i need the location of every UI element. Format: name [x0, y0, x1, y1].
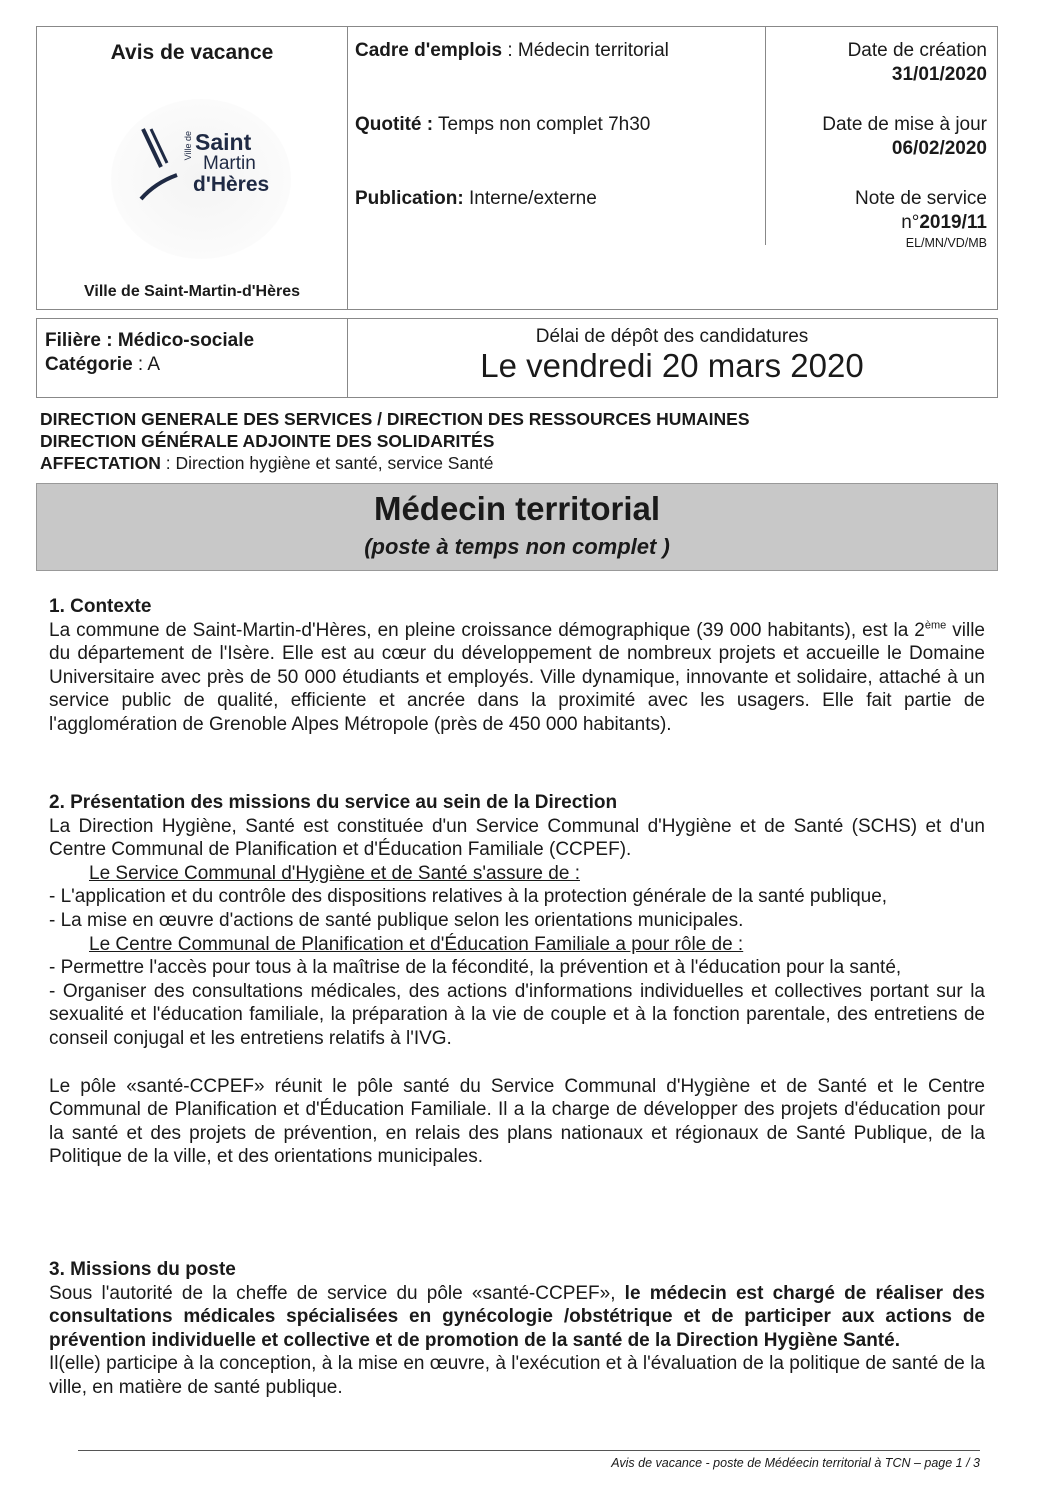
section-2-title: 2. Présentation des missions du service au sein de la Direction — [49, 792, 618, 813]
affectation-value: : Direction hygiène et santé, service Santé — [160, 453, 494, 473]
ccpef-item-2: - Organiser des consultations médicales, des actions d'informations individuelles et collectives portant sur la sexualité et l'éducation familiale, la préparation à la vie de couple et à la fonction parentale, des entretiens de conseil conjugal et les entretiens relatifs à l'IVG. — [49, 980, 985, 1049]
title-banner — [36, 483, 998, 571]
header-divider-left — [347, 27, 348, 309]
categorie-value: : A — [132, 354, 161, 375]
logo-line1: Saint — [195, 129, 252, 155]
city-name: Ville de Saint-Martin-d'Hères — [83, 283, 300, 300]
direction-line2: DIRECTION GÉNÉRALE ADJOINTE DES SOLIDARITÉS — [40, 431, 495, 451]
note-service — [777, 187, 987, 251]
section-1-text — [49, 619, 985, 737]
header-box — [36, 26, 998, 310]
ccpef-item-1: - Permettre l'accès pour tous à la maîtrise de la fécondité, la prévention et à l'éducation pour la santé, — [49, 957, 902, 979]
delai-label: Délai de dépôt des candidatures — [535, 326, 809, 347]
job-subtitle: (poste à temps non complet ) — [364, 534, 670, 559]
section-1-text-a: La commune de Saint-Martin-d'Hères, en pleine croissance démographique (39 000 habitants), est la 2 — [49, 619, 925, 641]
section-3-text — [49, 1282, 985, 1353]
logo-line3: d'Hères — [193, 173, 270, 196]
doc-type: Avis de vacance — [110, 41, 274, 64]
affectation — [40, 453, 494, 474]
affectation-label: AFFECTATION — [40, 453, 161, 473]
filiere-row — [36, 318, 998, 398]
cadre-value: : Médecin territorial — [502, 40, 669, 61]
section-1-text-b: ville du département de l'Isère. Elle est au cœur du développement de nombreux projets et accueille le Domaine Universitaire avec près de 50 000 étudiants et employés. Ville dynamique, innovante et solidaire, attaché à un service public de qualité, efficiente et ancrée dans la proximité avec les usagers. Elle fait partie de l'agglomération de Grenoble Alpes Métropole (près de 450 000 habitants). — [49, 619, 985, 735]
note-label: Note de service — [854, 188, 987, 209]
cadre-label: Cadre d'emplois — [355, 40, 503, 61]
date-creation-value: 31/01/2020 — [891, 64, 987, 85]
section-1-sup: ème — [924, 619, 947, 632]
categorie — [45, 353, 160, 377]
section-3-text-b: Il(elle) participe à la conception, à la mise en œuvre, à l'exécution et à l'évaluation de la politique de santé de la ville, en matière de santé publique. — [49, 1353, 985, 1398]
section-missions-poste — [49, 1258, 985, 1400]
publication-value: Interne/externe — [463, 188, 597, 209]
section-3-title: 3. Missions du poste — [49, 1259, 236, 1280]
publication-label: Publication: — [355, 188, 464, 209]
date-maj-label: Date de mise à jour — [822, 114, 987, 135]
delai-value: Le vendredi 20 mars 2020 — [480, 347, 864, 384]
date-maj-value: 06/02/2020 — [891, 138, 987, 159]
logo-vertical-text: Ville de — [183, 131, 193, 161]
cadre-emplois — [355, 39, 669, 63]
direction-line1: DIRECTION GENERALE DES SERVICES / DIRECTION DES RESSOURCES HUMAINES — [40, 409, 750, 429]
section-3-text-a: Sous l'autorité de la cheffe de service du pôle «santé-CCPEF», — [49, 1282, 625, 1304]
publication — [355, 187, 597, 211]
job-title: Médecin territorial — [373, 490, 661, 527]
note-value: 2019/11 — [919, 212, 987, 233]
date-creation — [777, 39, 987, 87]
section-1-title: 1. Contexte — [49, 596, 152, 617]
quotite — [355, 113, 650, 137]
schs-item-1: - L'application et du contrôle des dispositions relatives à la protection générale de la santé publique, — [49, 886, 888, 908]
section-3-text-bold: le médecin est chargé de réaliser des consultations médicales spécialisées en gynécologie /obstétrique et de participer aux actions de prévention individuelle et collective et de promotion de la santé de la Direction Hygiène Santé. — [49, 1282, 985, 1351]
section-missions-service — [49, 791, 985, 1169]
header-rule — [37, 309, 347, 310]
date-creation-label: Date de création — [847, 40, 987, 61]
footer-rule — [78, 1450, 980, 1451]
section-2-intro: La Direction Hygiène, Santé est constituée d'un Service Communal d'Hygiène et de Santé (SCHS) et d'un Centre Communal de Planification et d'Éducation Familiale (CCPEF). — [49, 815, 985, 861]
schs-heading: Le Service Communal d'Hygiène et de Santé s'assure de : — [89, 862, 580, 884]
quotite-label: Quotité : — [355, 114, 434, 135]
filiere: Filière : Médico-sociale — [45, 330, 255, 351]
date-maj — [777, 113, 987, 161]
note-prefix: n° — [901, 212, 920, 233]
note-initials: EL/MN/VD/MB — [905, 236, 987, 250]
pole-paragraph: Le pôle «santé-CCPEF» réunit le pôle santé du Service Communal d'Hygiène et de Santé et le Centre Communal de Planification et d'Éducation Familiale. Il a la charge de développer des projets d'éducation pour la santé et des projets de prévention, en relais des plans nationaux et régionaux de Santé Publique, de la Politique de la ville, et des orientations municipales. — [49, 1075, 985, 1168]
categorie-label: Catégorie — [45, 354, 133, 375]
logo-line2: Martin — [203, 153, 256, 174]
ccpef-heading: Le Centre Communal de Planification et d'Éducation Familiale a pour rôle de : — [89, 933, 744, 955]
section-contexte — [49, 595, 985, 737]
quotite-value: Temps non complet 7h30 — [433, 114, 651, 135]
schs-item-2: - La mise en œuvre d'actions de santé publique selon les orientations municipales. — [49, 909, 744, 931]
saint-martin-logo-icon — [137, 127, 277, 217]
header-divider-right — [765, 27, 766, 245]
page-footer: Avis de vacance - poste de Médéecin territorial à TCN – page 1 / 3 — [611, 1456, 980, 1470]
